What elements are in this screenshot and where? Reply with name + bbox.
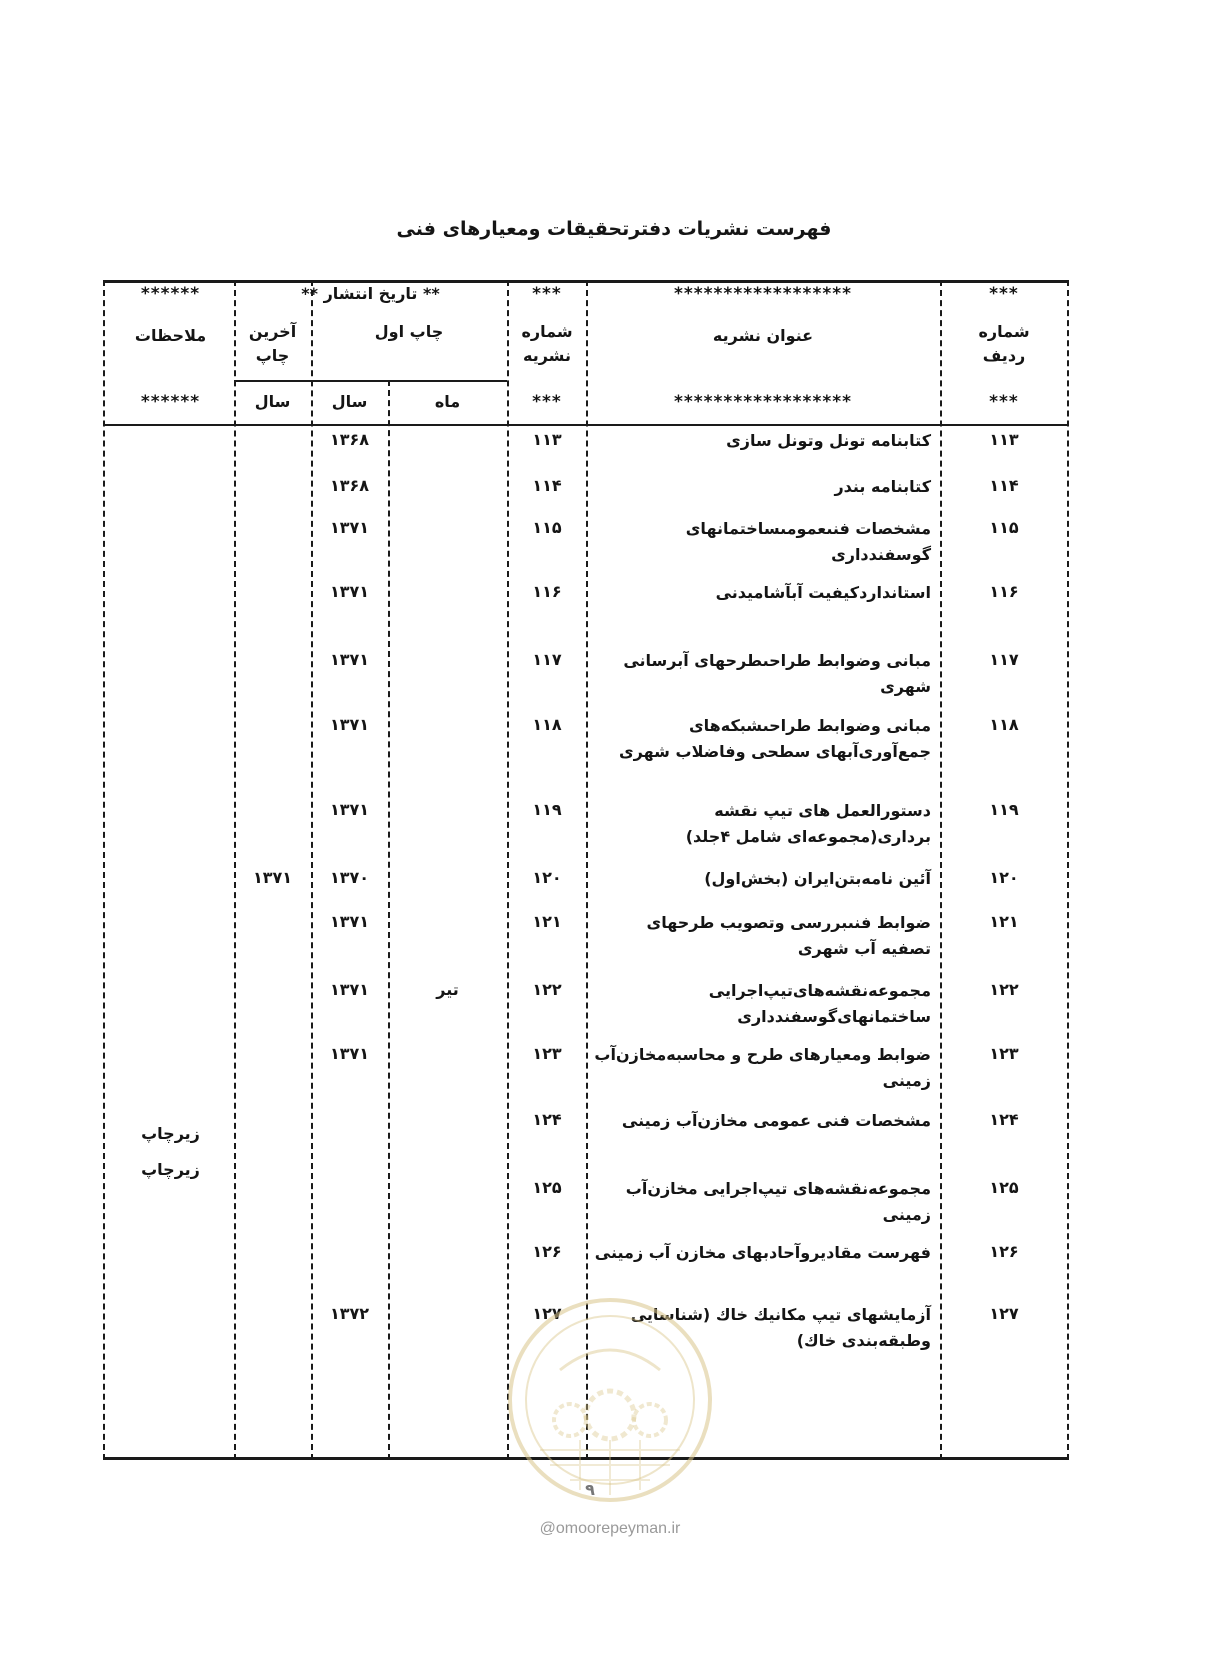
- publication-title: آزمايشهاى تيپ مكانيك خاك (شناسايى وطبقه‌بندى خاك): [630, 1305, 931, 1350]
- watermark-url: @omoorepeyman.ir: [539, 1520, 681, 1537]
- first-print-year: ۱۳۷۱: [329, 650, 370, 669]
- row-number: ۱۱۳: [989, 430, 1019, 449]
- publication-number: ۱۱۶: [532, 582, 562, 601]
- header-year-first: سال: [331, 392, 368, 411]
- stars-row: ***: [989, 284, 1019, 304]
- publication-number: ۱۲۷: [532, 1304, 562, 1323]
- stars-notes: ******: [140, 284, 201, 304]
- first-print-month: تير: [436, 980, 459, 999]
- publication-title: مشخصات فنى عمومى مخازن‌آب زمينى: [621, 1111, 931, 1130]
- row-number: ۱۲۱: [989, 912, 1019, 931]
- publications-table: [103, 280, 1069, 1460]
- col-line-year: [388, 380, 390, 1460]
- header-month: ماه: [434, 392, 461, 411]
- header-bottom-rule: [103, 424, 1069, 426]
- stars-title: ******************: [673, 284, 853, 304]
- notes-under-print: زيرچاپ: [141, 1124, 200, 1143]
- publication-title: مجموعه‌نقشه‌هاى تيپ‌اجرايى مخازن‌آب زمينى: [625, 1179, 931, 1224]
- row-number: ۱۱۹: [989, 800, 1019, 819]
- row-number: ۱۲۵: [989, 1178, 1019, 1197]
- stars-pub-no-2: ***: [532, 392, 562, 412]
- first-print-year: ۱۳۷۱: [329, 715, 370, 734]
- header-year-last: سال: [254, 392, 291, 411]
- publication-title: فهرست مقاديروآحادبهاى مخازن آب زمينى: [594, 1243, 931, 1262]
- row-number: ۱۲۷: [989, 1304, 1019, 1323]
- header-pub-no: شماره نشريه: [521, 322, 573, 365]
- header-first-print: چاپ اول: [374, 322, 444, 341]
- publication-title: ضوابط ومعيارهاى طرح و محاسبه‌مخازن‌آب زمينى: [594, 1045, 931, 1090]
- stars-pub-date: ** تاريخ انتشار **: [301, 284, 440, 303]
- row-number: ۱۲۳: [989, 1044, 1019, 1063]
- publication-title: استانداردكيفيت آبآشاميدنى: [715, 583, 931, 602]
- publication-title: كتابنامه بندر: [834, 477, 931, 496]
- subheader-rule: [234, 380, 507, 382]
- publication-number: ۱۲۱: [532, 912, 562, 931]
- stars-pub-no: ***: [532, 284, 562, 304]
- page-number: ۹: [585, 1480, 595, 1499]
- header-last-print: آخرين چاپ: [248, 322, 297, 365]
- first-print-year: ۱۳۷۱: [329, 800, 370, 819]
- publication-number: ۱۲۶: [532, 1242, 562, 1261]
- col-line-left: [103, 280, 105, 1460]
- publication-title: ضوابط فنىبررسى وتصويب طرحهاى تصفيه آب شهرى: [646, 913, 931, 958]
- header-row-no: شماره رديف: [978, 322, 1030, 365]
- publication-number: ۱۲۵: [532, 1178, 562, 1197]
- publication-title: مشخصات فنىعمومىساختمانهاى گوسفندداری: [685, 519, 931, 564]
- row-number: ۱۱۴: [989, 476, 1019, 495]
- first-print-year: ۱۳۷۱: [329, 1044, 370, 1063]
- header-pub-title: عنوان نشريه: [712, 326, 814, 345]
- header-notes: ملاحظات: [134, 326, 207, 345]
- publication-number: ۱۱۵: [532, 518, 562, 537]
- publication-number: ۱۱۷: [532, 650, 562, 669]
- notes-under-print: زيرچاپ: [141, 1160, 200, 1179]
- publication-number: ۱۱۹: [532, 800, 562, 819]
- first-print-year: ۱۳۷۱: [329, 980, 370, 999]
- first-print-year: ۱۳۷۲: [329, 1304, 370, 1323]
- publication-number: ۱۱۴: [532, 476, 562, 495]
- row-number: ۱۲۰: [989, 868, 1019, 887]
- stars-title-2: ******************: [673, 392, 853, 412]
- stars-notes-2: ******: [140, 392, 201, 412]
- first-print-year: ۱۳۷۱: [329, 912, 370, 931]
- publication-number: ۱۲۴: [532, 1110, 562, 1129]
- first-print-year: ۱۳۶۸: [329, 476, 370, 495]
- publication-number: ۱۱۸: [532, 715, 562, 734]
- col-line-right: [1067, 280, 1069, 1460]
- row-number: ۱۱۶: [989, 582, 1019, 601]
- publication-number: ۱۲۲: [532, 980, 562, 999]
- row-number: ۱۱۸: [989, 715, 1019, 734]
- row-number: ۱۱۷: [989, 650, 1019, 669]
- publication-number: ۱۲۰: [532, 868, 562, 887]
- last-print-year: ۱۳۷۱: [252, 868, 293, 887]
- stars-row-2: ***: [989, 392, 1019, 412]
- page-title: فهرست نشريات دفترتحقيقات ومعيارهاى فنى: [396, 218, 832, 240]
- first-print-year: ۱۳۷۱: [329, 518, 370, 537]
- row-number: ۱۲۴: [989, 1110, 1019, 1129]
- row-number: ۱۲۶: [989, 1242, 1019, 1261]
- first-print-year: ۱۳۷۱: [329, 582, 370, 601]
- col-line-pub-no: [586, 280, 588, 1460]
- publication-title: دستورالعمل هاى تيپ نقشه بردارى(مجموعه‌اى شامل ۴جلد): [685, 801, 931, 846]
- first-print-year: ۱۳۷۰: [329, 868, 370, 887]
- publication-title: مبانى وضوابط طراحىطرحهاى آبرسانى شهرى: [623, 651, 931, 696]
- publication-number: ۱۱۳: [532, 430, 562, 449]
- row-number: ۱۱۵: [989, 518, 1019, 537]
- publication-title: مبانى وضوابط طراحىشبكه‌هاى جمع‌آورى‌آبهاى سطحى وفاضلاب شهرى: [619, 716, 931, 761]
- publication-title: مجموعه‌نقشه‌هاى‌تيپ‌اجرايى ساختمانهاى‌گوسفندداری: [708, 981, 931, 1026]
- publication-title: كتابنامه تونل وتونل سازى: [726, 431, 931, 450]
- row-number: ۱۲۲: [989, 980, 1019, 999]
- publication-number: ۱۲۳: [532, 1044, 562, 1063]
- publication-title: آئين نامه‌بتن‌ايران (بخش‌اول): [704, 869, 931, 888]
- first-print-year: ۱۳۶۸: [329, 430, 370, 449]
